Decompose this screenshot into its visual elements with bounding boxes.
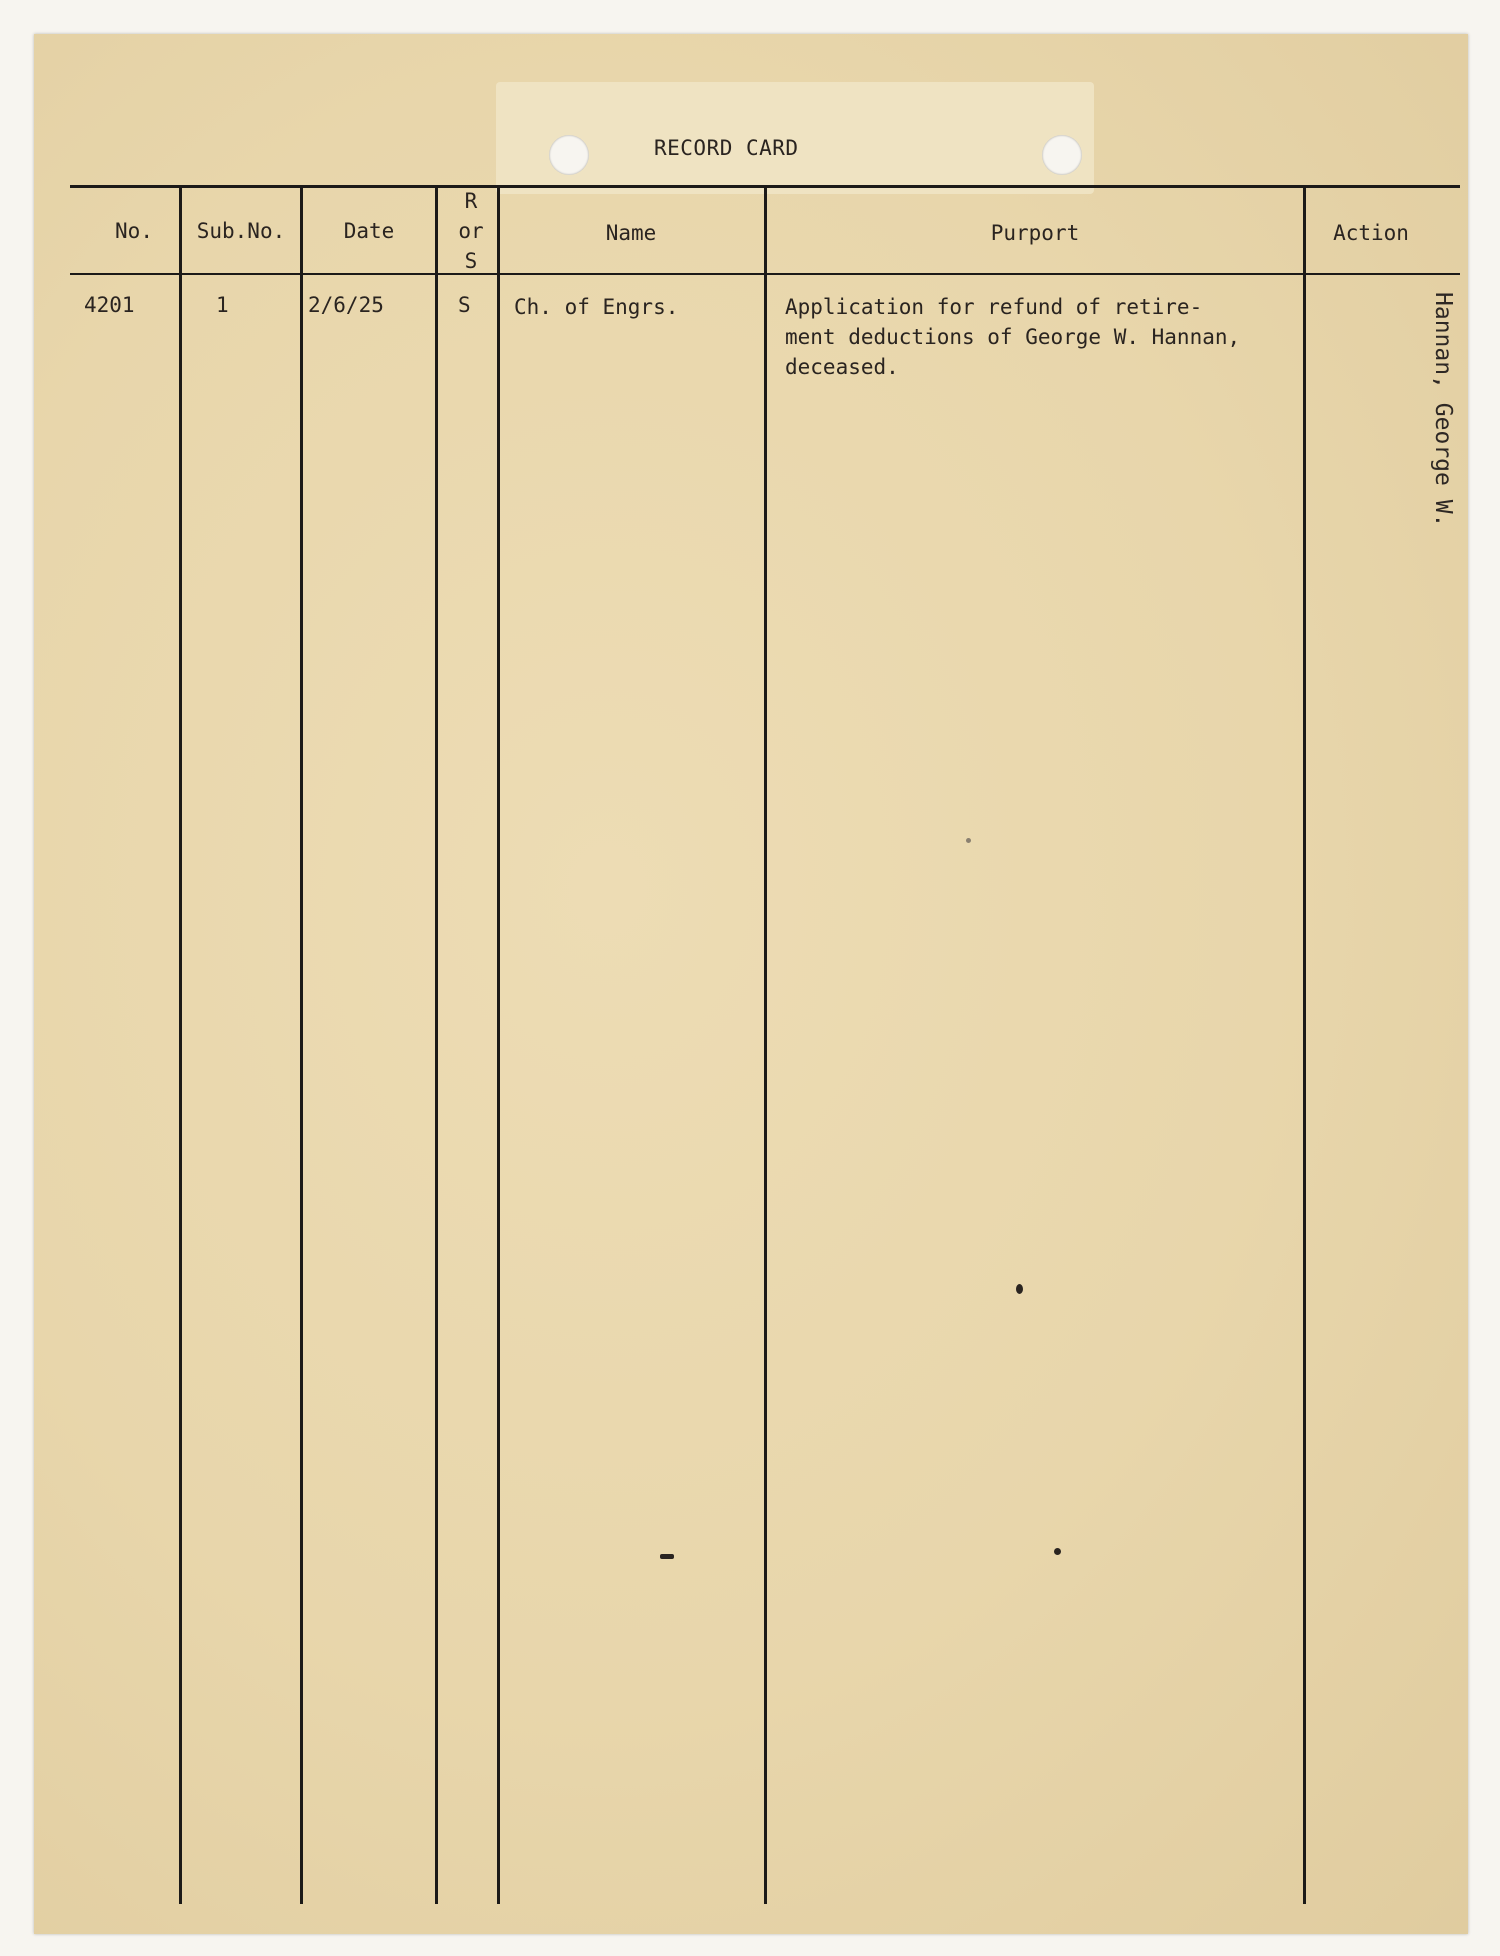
- card-title: RECORD CARD: [654, 136, 799, 160]
- record-card: [34, 34, 1468, 1934]
- header-s: S: [464, 249, 478, 273]
- column-divider-6: [1303, 186, 1306, 1904]
- ink-speck: [1016, 1284, 1023, 1294]
- column-divider-2: [300, 186, 303, 1904]
- header-name: Name: [605, 221, 657, 245]
- entry-no: 4201: [84, 293, 135, 317]
- purport-line-2: ment deductions of George W. Hannan,: [785, 325, 1241, 349]
- header-or: or: [458, 219, 484, 243]
- entry-purport: [785, 292, 1240, 382]
- header-date: Date: [343, 219, 395, 243]
- column-divider-3: [435, 186, 438, 1904]
- entry-sub-no: 1: [216, 293, 229, 317]
- column-divider-4: [497, 186, 500, 1904]
- punch-hole-right: [1042, 135, 1082, 175]
- header-r-or-s: [443, 186, 499, 276]
- entry-name: Ch. of Engrs.: [514, 295, 679, 319]
- punch-hole-left: [549, 135, 589, 175]
- column-divider-1: [179, 186, 182, 1904]
- ink-speck: [660, 1554, 674, 1559]
- ink-speck: [966, 838, 971, 843]
- entry-date: 2/6/25: [308, 293, 384, 317]
- purport-line-1: Application for refund of retire-: [785, 295, 1203, 319]
- header-no: No.: [115, 219, 153, 243]
- purport-line-3: deceased.: [785, 355, 899, 379]
- header-r: R: [464, 189, 478, 213]
- header-action: Action: [1333, 221, 1409, 245]
- entry-r-or-s: S: [458, 293, 471, 317]
- column-divider-5: [764, 186, 767, 1904]
- side-label: Hannan, George W.: [1430, 292, 1456, 528]
- header-purport: Purport: [990, 221, 1080, 245]
- ink-speck: [1054, 1548, 1061, 1555]
- header-sub-no: Sub.No.: [196, 219, 286, 243]
